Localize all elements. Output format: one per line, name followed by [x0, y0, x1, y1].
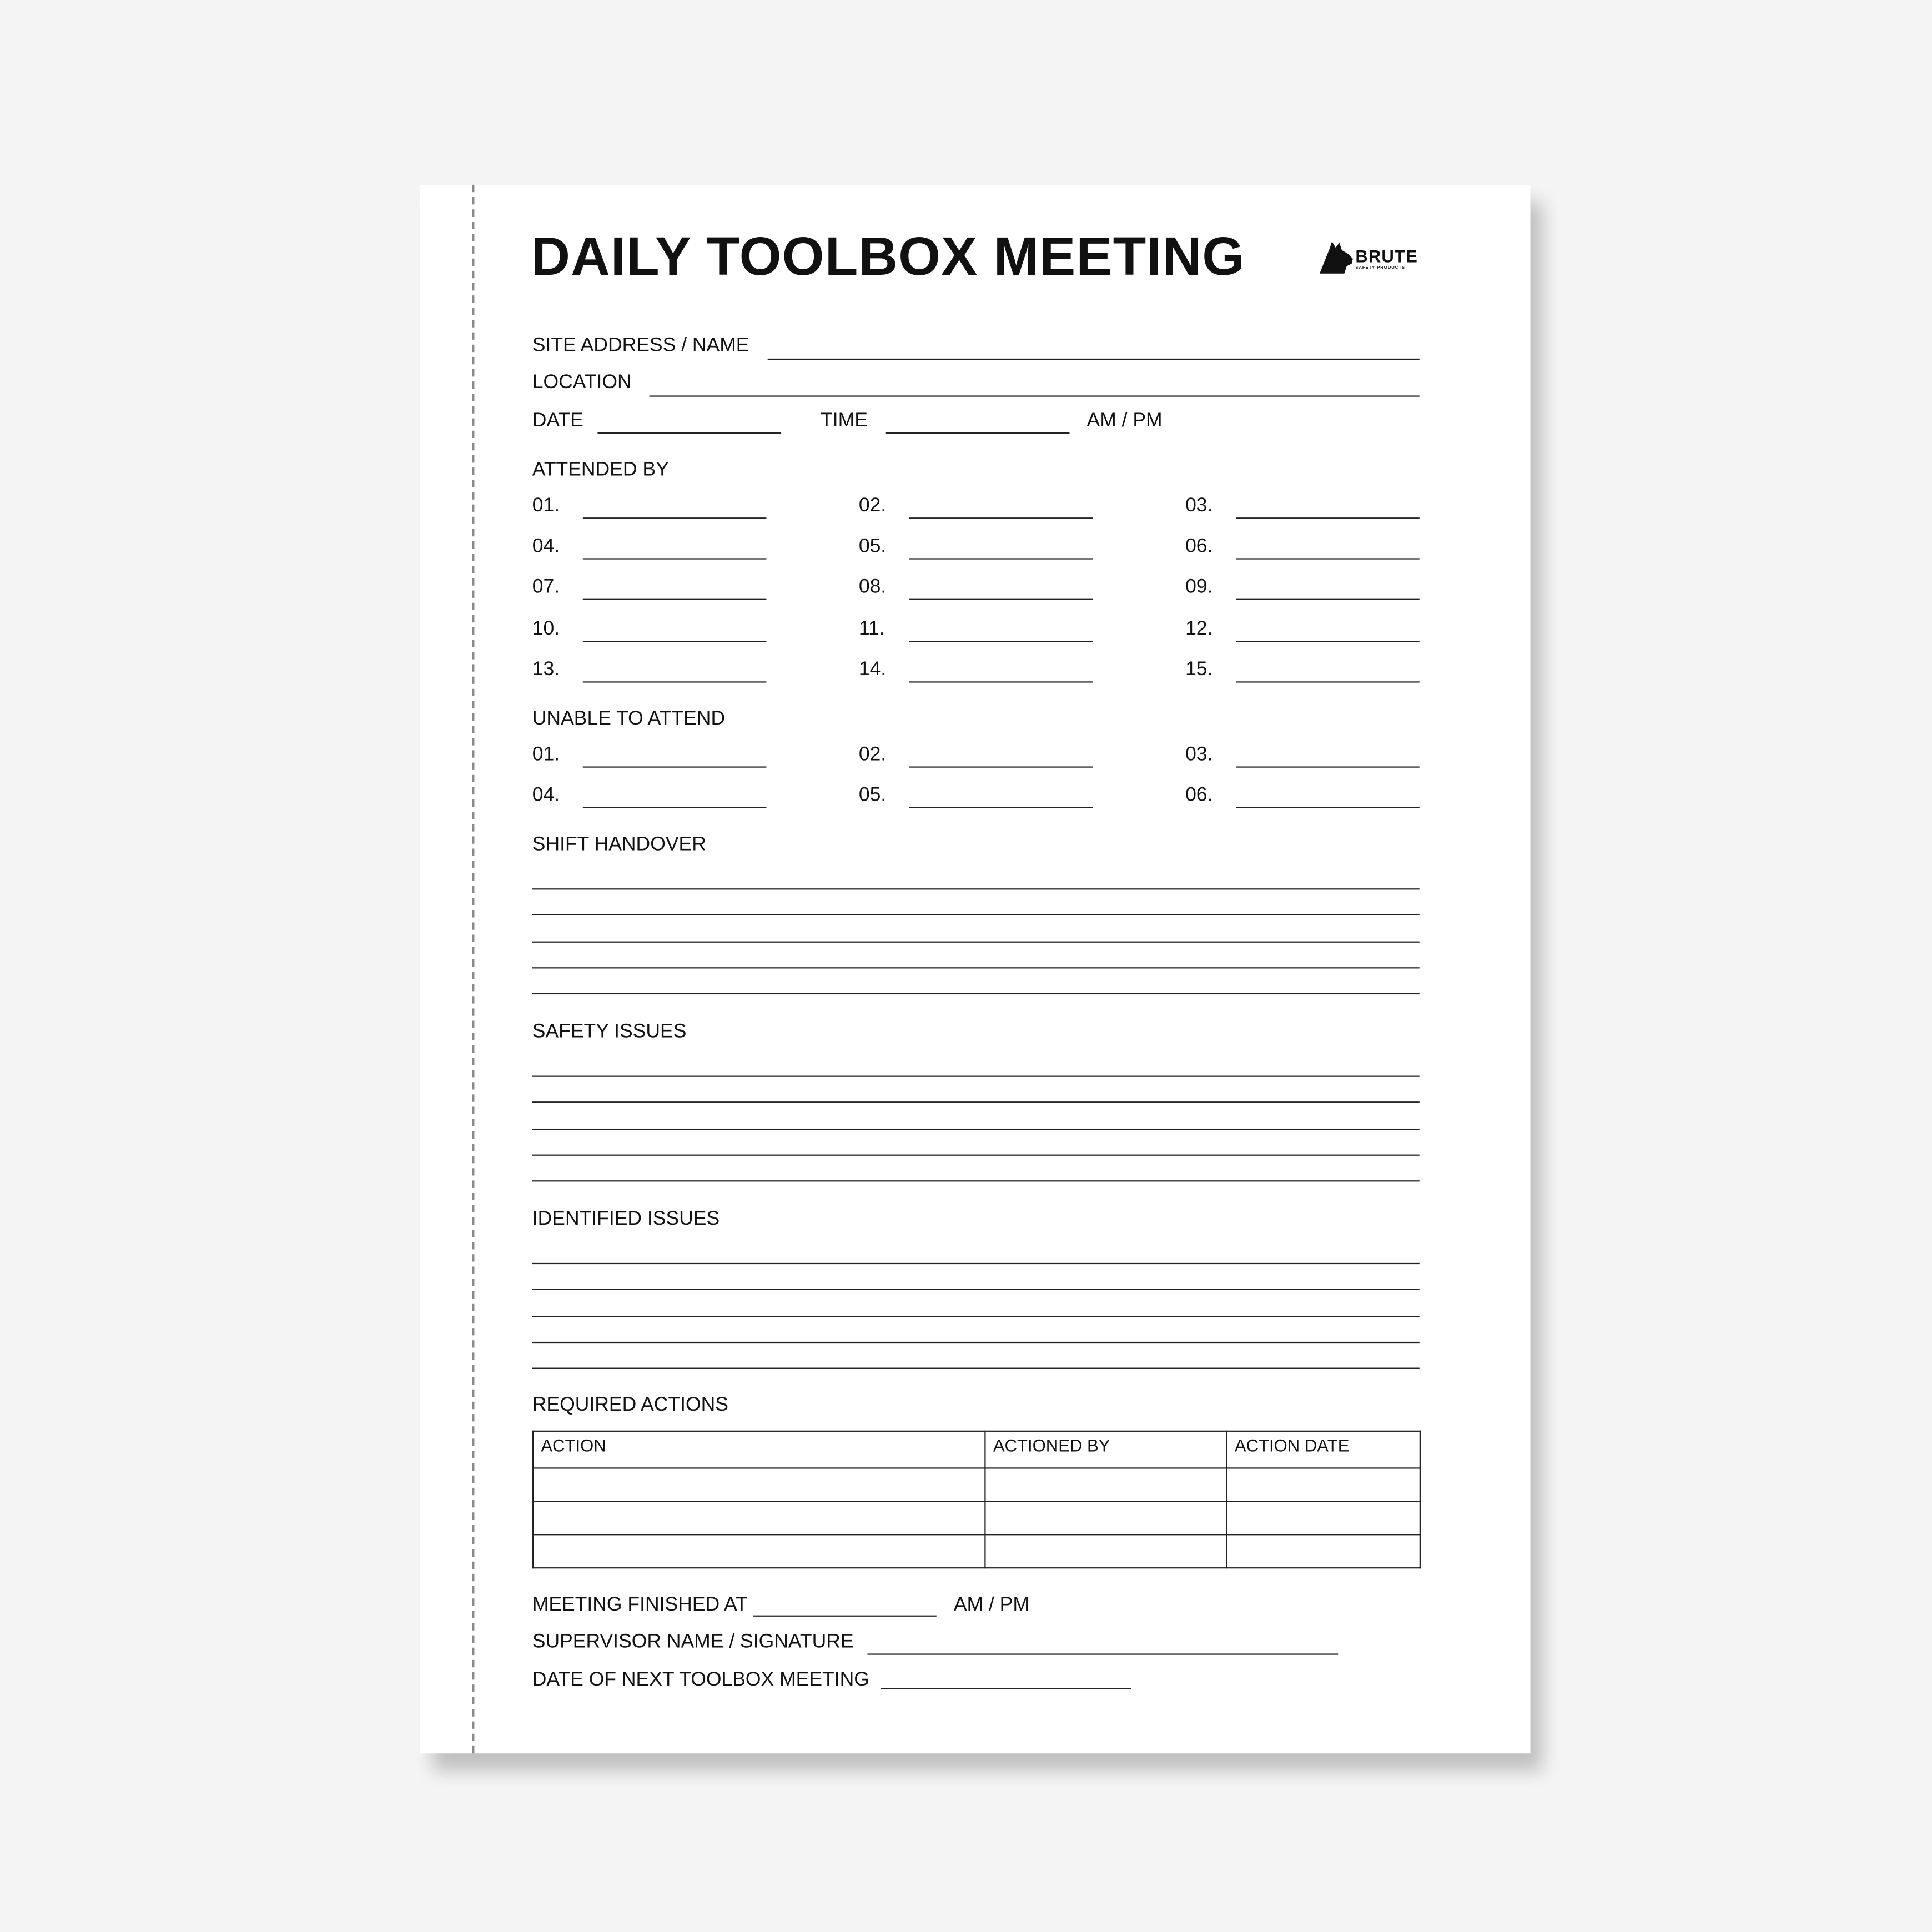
- table-row: [533, 1468, 1420, 1501]
- attended-by-heading: ATTENDED BY: [532, 459, 669, 481]
- site-address-field[interactable]: [768, 359, 1420, 360]
- actioned-by-cell[interactable]: [985, 1501, 1226, 1534]
- shift-handover-heading: SHIFT HANDOVER: [532, 834, 706, 856]
- entry-number: 05.: [858, 785, 887, 806]
- entry-number: 07.: [532, 577, 560, 598]
- writing-line[interactable]: [532, 1263, 1420, 1264]
- action-date-cell[interactable]: [1226, 1534, 1420, 1568]
- name-entry-field[interactable]: [1236, 599, 1420, 600]
- actioned-by-cell[interactable]: [985, 1534, 1226, 1568]
- name-entry-field[interactable]: [1236, 681, 1420, 682]
- actioned-by-cell[interactable]: [985, 1468, 1226, 1501]
- writing-line[interactable]: [532, 1289, 1420, 1290]
- action-cell[interactable]: [533, 1534, 985, 1568]
- writing-line[interactable]: [532, 1181, 1420, 1182]
- writing-line[interactable]: [532, 888, 1420, 889]
- action-cell[interactable]: [533, 1468, 985, 1501]
- unable-to-attend-heading: UNABLE TO ATTEND: [532, 708, 726, 729]
- name-entry-field[interactable]: [909, 640, 1093, 641]
- writing-line[interactable]: [532, 914, 1420, 915]
- action-date-cell[interactable]: [1226, 1501, 1420, 1534]
- required-actions-heading: REQUIRED ACTIONS: [532, 1395, 728, 1416]
- date-label: DATE: [532, 410, 583, 431]
- action-date-cell[interactable]: [1226, 1468, 1420, 1501]
- brute-logo: [1317, 239, 1423, 276]
- entry-number: 06.: [1185, 785, 1213, 806]
- entry-number: 03.: [1185, 495, 1213, 516]
- entry-number: 02.: [858, 744, 887, 766]
- time-ampm-label: AM / PM: [1086, 410, 1163, 431]
- supervisor-label: SUPERVISOR NAME / SIGNATURE: [532, 1631, 854, 1653]
- name-entry-field[interactable]: [909, 599, 1093, 600]
- name-entry-field[interactable]: [909, 807, 1093, 808]
- entry-number: 13.: [532, 658, 560, 680]
- writing-line[interactable]: [532, 1342, 1420, 1343]
- name-entry-field[interactable]: [909, 517, 1093, 519]
- writing-line[interactable]: [532, 1368, 1420, 1369]
- date-field[interactable]: [597, 432, 781, 434]
- column-header-actioned-by: ACTIONED BY: [985, 1431, 1226, 1468]
- entry-number: 01.: [532, 744, 560, 766]
- name-entry-field[interactable]: [583, 599, 767, 600]
- meeting-finished-label: MEETING FINISHED AT: [532, 1594, 748, 1616]
- entry-number: 08.: [858, 577, 887, 598]
- dog-head-icon: [1317, 239, 1355, 276]
- entry-number: 11.: [858, 618, 885, 639]
- name-entry-field[interactable]: [909, 559, 1093, 560]
- entry-number: 05.: [858, 536, 887, 557]
- name-entry-field[interactable]: [583, 766, 767, 767]
- entry-number: 12.: [1185, 618, 1213, 639]
- supervisor-field[interactable]: [867, 1653, 1338, 1654]
- next-meeting-field[interactable]: [881, 1688, 1131, 1689]
- time-label: TIME: [821, 410, 868, 431]
- name-entry-field[interactable]: [1236, 517, 1420, 519]
- next-meeting-label: DATE OF NEXT TOOLBOX MEETING: [532, 1669, 869, 1691]
- name-entry-field[interactable]: [1236, 640, 1420, 641]
- meeting-finished-field[interactable]: [753, 1616, 937, 1617]
- action-cell[interactable]: [533, 1501, 985, 1534]
- perforation-line: [472, 185, 474, 1753]
- table-header-row: [533, 1431, 1420, 1468]
- location-label: LOCATION: [532, 372, 632, 393]
- name-entry-field[interactable]: [909, 766, 1093, 767]
- writing-line[interactable]: [532, 1154, 1420, 1155]
- writing-line[interactable]: [532, 1128, 1420, 1129]
- writing-line[interactable]: [532, 1315, 1420, 1316]
- safety-issues-heading: SAFETY ISSUES: [532, 1021, 687, 1043]
- entry-number: 14.: [858, 658, 887, 680]
- logo-brand: BRUTE: [1355, 246, 1418, 266]
- entry-number: 03.: [1185, 744, 1213, 766]
- entry-number: 06.: [1185, 536, 1213, 557]
- name-entry-field[interactable]: [909, 681, 1093, 682]
- writing-line[interactable]: [532, 1102, 1420, 1103]
- writing-line[interactable]: [532, 1076, 1420, 1077]
- writing-line[interactable]: [532, 941, 1420, 942]
- entry-number: 04.: [532, 536, 560, 557]
- name-entry-field[interactable]: [583, 559, 767, 560]
- logo-tagline: SAFETY PRODUCTS: [1355, 265, 1405, 270]
- meeting-finished-ampm: AM / PM: [953, 1594, 1029, 1616]
- entry-number: 15.: [1185, 658, 1213, 680]
- site-address-label: SITE ADDRESS / NAME: [532, 335, 749, 356]
- name-entry-field[interactable]: [583, 640, 767, 641]
- name-entry-field[interactable]: [583, 681, 767, 682]
- page-title: DAILY TOOLBOX MEETING: [531, 227, 1245, 288]
- location-field[interactable]: [650, 395, 1420, 396]
- table-row: [533, 1501, 1420, 1534]
- entry-number: 09.: [1185, 577, 1213, 598]
- name-entry-field[interactable]: [1236, 807, 1420, 808]
- column-header-action-date: ACTION DATE: [1226, 1431, 1420, 1468]
- table-row: [533, 1534, 1420, 1568]
- name-entry-field[interactable]: [583, 807, 767, 808]
- required-actions-table: [532, 1431, 1421, 1569]
- entry-number: 10.: [532, 618, 560, 639]
- time-field[interactable]: [886, 432, 1070, 434]
- entry-number: 04.: [532, 785, 560, 806]
- name-entry-field[interactable]: [1236, 766, 1420, 767]
- writing-line[interactable]: [532, 993, 1420, 994]
- name-entry-field[interactable]: [583, 517, 767, 519]
- writing-line[interactable]: [532, 967, 1420, 968]
- entry-number: 01.: [532, 495, 560, 516]
- column-header-action: ACTION: [533, 1431, 985, 1468]
- identified-issues-heading: IDENTIFIED ISSUES: [532, 1209, 720, 1230]
- entry-number: 02.: [858, 495, 887, 516]
- name-entry-field[interactable]: [1236, 559, 1420, 560]
